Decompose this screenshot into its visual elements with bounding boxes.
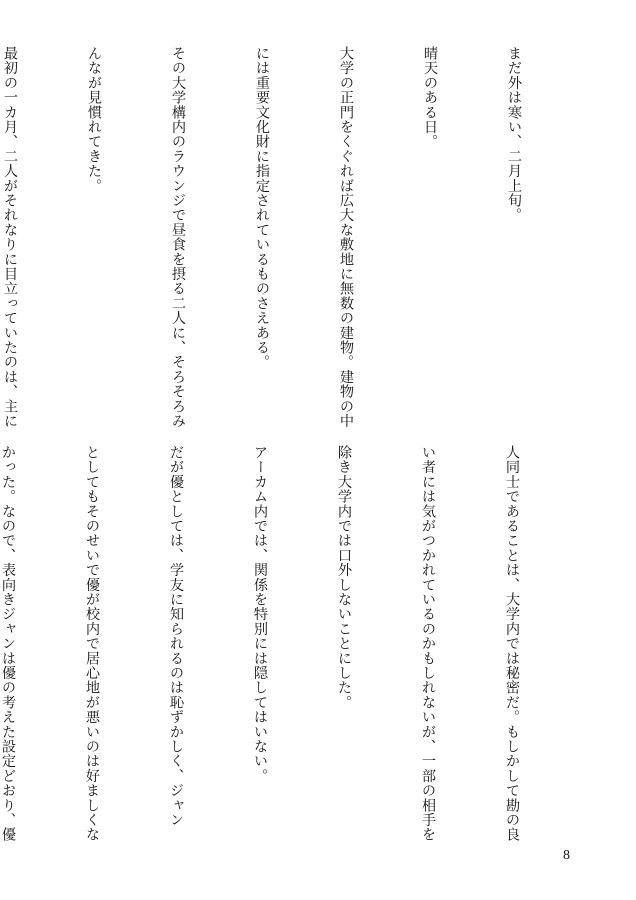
text-line: アーカム内では、関係を特別には隠してはいない。: [252, 445, 268, 784]
text-line: んなが見慣れてきた。: [86, 46, 102, 193]
text-line: としてもそのせいで優が校内で居心地が悪いのは好ましくな: [84, 445, 100, 842]
text-line: かった。なので、表向きジャンは優の考えた設定どおり、優: [0, 445, 16, 842]
text-line: まだ外は寒い、二月上旬。: [506, 46, 522, 223]
text-line: その大学構内のラウンジで昼食を摂る二人に、そろそろみ: [170, 46, 186, 429]
text-line: だが優としては、学友に知られるのは恥ずかしく、ジャン: [168, 445, 184, 828]
page-number: 8: [563, 848, 570, 863]
text-line: 大学の正門をくぐれば広大な敷地に無数の建物。建物の中: [338, 46, 354, 429]
text-line: 人同士であることは、大学内では秘密だ。もしかして勘の良: [504, 445, 520, 842]
text-line: い者には気がつかれているのかもしれないが、一部の相手を: [420, 445, 436, 842]
text-line: 晴天のある日。: [422, 46, 438, 149]
upper-text-block: [0, 46, 584, 431]
lower-text-block: [0, 445, 582, 842]
text-line: 最初の一カ月、二人がそれなりに目立っていたのは、主に: [2, 46, 18, 429]
text-line: には重要文化財に指定されているものさえある。: [254, 46, 270, 370]
text-line: 除き大学内では口外しないことにした。: [336, 445, 352, 710]
